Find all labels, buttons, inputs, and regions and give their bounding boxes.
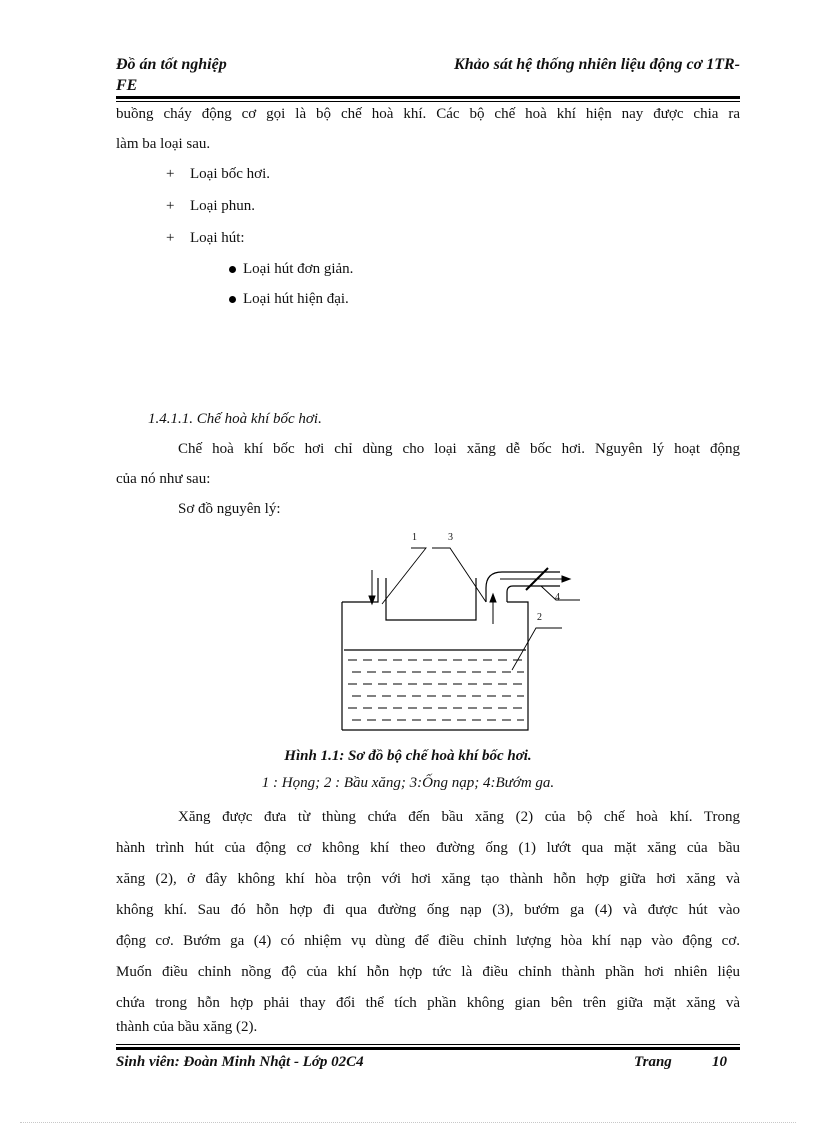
figure-legend: 1 : Họng; 2 : Bầu xăng; 3:Ống nạp; 4:Bướm ga. bbox=[261, 775, 555, 791]
figure-caption: Hình 1.1: Sơ đồ bộ chế hoà khí bốc hơi. bbox=[284, 748, 532, 764]
carburetor-diagram bbox=[300, 520, 600, 740]
diagram-intro: Sơ đồ nguyên lý: bbox=[178, 501, 281, 517]
sublist-item-simple: Loại hút đơn giản. bbox=[243, 261, 354, 277]
header-right-title: Khảo sát hệ thống nhiên liệu động cơ 1TR- bbox=[454, 56, 740, 73]
intro-line-1: buồng cháy động cơ gọi là bộ chế hoà khí. Các bộ chế hoà khí hiện nay được chia ra bbox=[116, 106, 740, 122]
list-marker: + bbox=[166, 166, 175, 182]
list-item-evaporating: Loại bốc hơi. bbox=[190, 166, 270, 182]
section-para-line-2: của nó như sau: bbox=[116, 471, 211, 487]
body-line: xăng (2), ở đây không khí hòa trộn với hơi xăng tạo thành hỗn hợp giữa hơi xăng và bbox=[116, 871, 740, 887]
body-line: thành của bầu xăng (2). bbox=[116, 1019, 258, 1035]
header-left-continuation: FE bbox=[116, 77, 138, 94]
section-heading: 1.4.1.1. Chế hoà khí bốc hơi. bbox=[148, 411, 322, 427]
body-line: hành trình hút của động cơ không khí theo đường ống (1) lướt qua mặt xăng của bầu bbox=[116, 840, 740, 856]
list-item-spray: Loại phun. bbox=[190, 198, 255, 214]
footer-student: Sinh viên: Đoàn Minh Nhật - Lớp 02C4 bbox=[116, 1054, 364, 1070]
list-marker: + bbox=[166, 230, 175, 246]
footer-page-label: Trang bbox=[634, 1054, 672, 1070]
body-line: động cơ. Bướm ga (4) có nhiệm vụ dùng để điều chỉnh lượng hòa khí nạp vào động cơ. bbox=[116, 933, 740, 949]
diagram-label-intake-pipe: 3 bbox=[448, 532, 453, 543]
bullet-dot-icon bbox=[229, 266, 236, 273]
body-line: Muốn điều chỉnh nồng độ của khí hỗn hợp tức là điều chỉnh thành phần hơi nhiên liệu bbox=[116, 964, 740, 980]
footer-page-number: 10 bbox=[712, 1054, 727, 1070]
diagram-label-throat: 1 bbox=[412, 532, 417, 543]
footer-rule-thick bbox=[116, 1047, 740, 1050]
bullet-dot-icon bbox=[229, 296, 236, 303]
intro-line-2: làm ba loại sau. bbox=[116, 136, 211, 152]
footer-rule-thin bbox=[116, 1044, 740, 1045]
body-line: Xăng được đưa từ thùng chứa đến bầu xăng (2) của bộ chế hoà khí. Trong bbox=[178, 809, 740, 825]
diagram-label-throttle: 4 bbox=[555, 592, 560, 603]
section-para-line-1: Chế hoà khí bốc hơi chỉ dùng cho loại xăng dễ bốc hơi. Nguyên lý hoạt động bbox=[178, 441, 740, 457]
list-item-suction: Loại hút: bbox=[190, 230, 245, 246]
body-line: không khí. Sau đó hỗn hợp đi qua đường ống nạp (3), bướm ga (4) và được hút vào bbox=[116, 902, 740, 918]
diagram-label-fuel-bowl: 2 bbox=[537, 612, 542, 623]
list-marker: + bbox=[166, 198, 175, 214]
header-rule-thick bbox=[116, 96, 740, 99]
body-line: chứa trong hỗn hợp phải thay đổi thể tích phần không gian bên trên giữa mặt xăng và bbox=[116, 995, 740, 1011]
header-rule-thin bbox=[116, 101, 740, 102]
header-left-title: Đồ án tốt nghiệp bbox=[116, 56, 227, 73]
sublist-item-modern: Loại hút hiện đại. bbox=[243, 291, 349, 307]
